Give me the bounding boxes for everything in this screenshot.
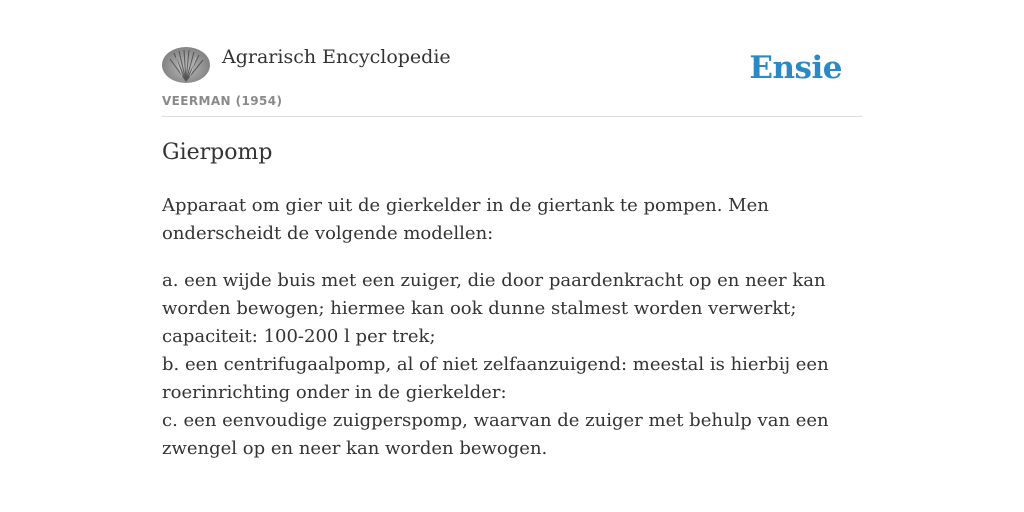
ensie-logo[interactable]: Ensie [749,50,842,86]
article-content [162,192,862,482]
list-item: c. een eenvoudige zuigperspomp, waarvan de zuiger met behulp van een zwengel op en neer kan worden bewogen. [162,410,829,459]
article-list [162,267,862,463]
header [162,44,862,117]
book-author: VEERMAN (1954) [162,94,283,108]
list-item: b. een centrifugaalpomp, al of niet zelfaanzuigend: meestal is hierbij een roerinrichting onder in de gierkelder: [162,354,829,403]
book-title[interactable]: Agrarisch Encyclopedie [222,46,451,68]
list-item: a. een wijde buis met een zuiger, die door paardenkracht op en neer kan worden bewogen; hiermee kan ook dunne stalmest worden verwerkt; capaciteit: 100-200 l per trek; [162,270,826,347]
article-title: Gierpomp [162,140,273,165]
book-cover-thumbnail-icon[interactable] [162,47,210,83]
article-intro: Apparaat om gier uit de gierkelder in de giertank te pompen. Men onderscheidt de volgende modellen: [162,195,769,244]
